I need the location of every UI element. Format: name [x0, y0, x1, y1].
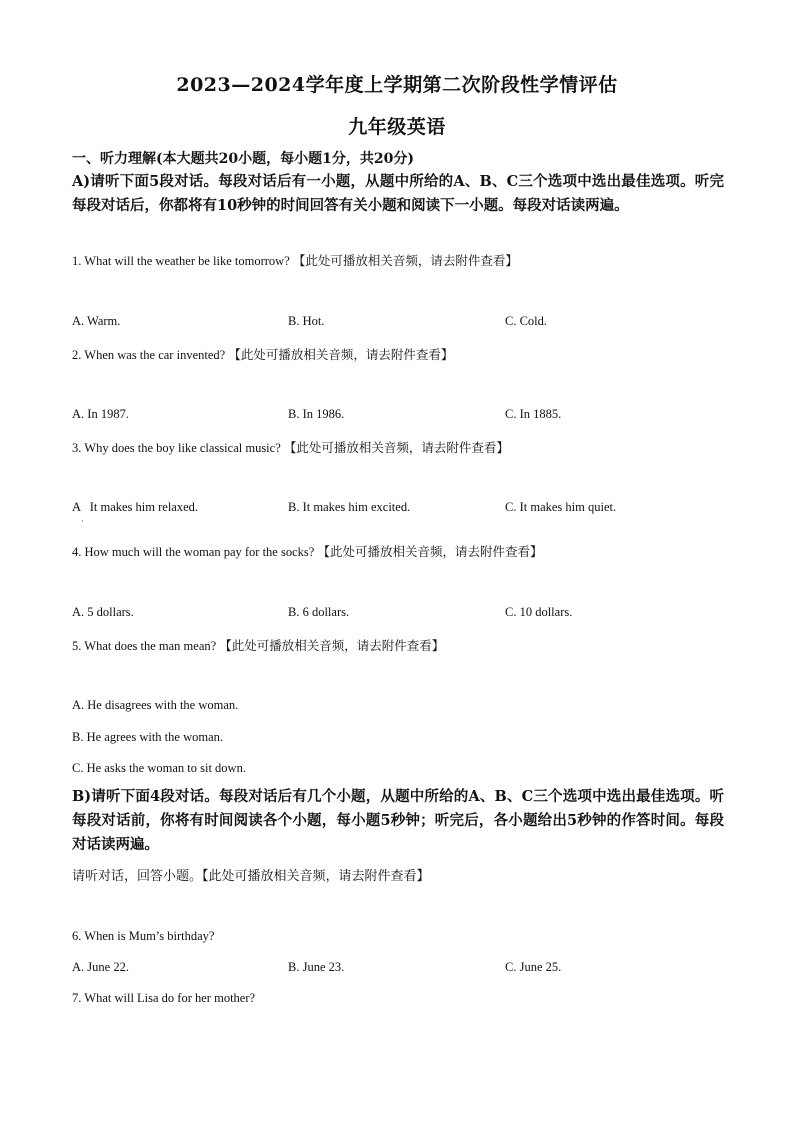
question-stem: 6. When is Mum’s birthday? [72, 929, 215, 943]
option-b[interactable]: B. June 23. [288, 960, 345, 974]
question-2 [72, 345, 453, 363]
section-b-instructions: B)请听下面4段对话。每段对话后有几个小题，从题中所给的A、B、C三个选项中选出最佳选项。听每段对话前，你将有时间阅读各个小题，每小题5秒钟；听完后，各小题给出5秒钟的作答时间。每段对话读两遍。 [72, 788, 724, 853]
option-c[interactable]: C. Cold. [505, 314, 548, 328]
option-c[interactable]: C. It makes him quiet. [505, 500, 617, 514]
option-b[interactable]: B. In 1986. [288, 407, 345, 421]
section-heading: 一、听力理解(本大题共20小题，每小题1分，共20分) [72, 151, 414, 167]
question-stem: 4. How much will the woman pay for the socks? [72, 545, 315, 559]
option-b[interactable]: B. 6 dollars. [288, 605, 350, 619]
exam-title: 2023—2024学年度上学期第二次阶段性学情评估 [176, 74, 618, 96]
exam-subtitle: 九年级英语 [348, 116, 446, 138]
question-5 [72, 636, 444, 654]
option-c[interactable]: C. In 1885. [505, 407, 562, 421]
question-stem: 2. When was the car invented? [72, 348, 226, 362]
question-7 [72, 991, 255, 1006]
option-b[interactable]: B. Hot. [288, 314, 325, 328]
option-c[interactable]: C. He asks the woman to sit down. [72, 761, 246, 775]
option-c[interactable]: C. 10 dollars. [505, 605, 573, 619]
option-a[interactable]: A It makes him relaxed. [72, 500, 199, 514]
stray-dot: · [81, 517, 84, 526]
audio-link[interactable]: 【此处可播放相关音频，请去附件查看】 [228, 347, 454, 362]
option-a[interactable]: A. Warm. [72, 314, 121, 328]
section-a-instructions: A)请听下面5段对话。每段对话后有一小题，从题中所给的A、B、C三个选项中选出最佳选项。听完每段对话后，你都将有10秒钟的时间回答有关小题和阅读下一小题。每段对话读两遍。 [72, 173, 724, 214]
audio-link[interactable]: 【此处可播放相关音频，请去附件查看】 [283, 440, 509, 455]
question-stem: 3. Why does the boy like classical music? [72, 441, 281, 455]
audio-link[interactable]: 【此处可播放相关音频，请去附件查看】 [219, 638, 445, 653]
question-stem: 5. What does the man mean? [72, 639, 217, 653]
question-6 [72, 929, 214, 944]
option-a[interactable]: A. June 22. [72, 960, 129, 974]
option-a[interactable]: A. 5 dollars. [72, 605, 134, 619]
option-b[interactable]: B. It makes him excited. [288, 500, 411, 514]
option-a[interactable]: A. He disagrees with the woman. [72, 698, 239, 712]
question-stem: 7. What will Lisa do for her mother? [72, 991, 256, 1005]
question-stem: 1. What will the weather be like tomorrow? [72, 254, 290, 268]
option-c[interactable]: C. June 25. [505, 960, 562, 974]
section-b-prompt: 请听对话，回答小题。【此处可播放相关音频，请去附件查看】 [72, 869, 430, 884]
option-a[interactable]: A. In 1987. [72, 407, 129, 421]
question-3 [72, 438, 509, 456]
audio-link[interactable]: 【此处可播放相关音频，请去附件查看】 [317, 544, 543, 559]
option-b[interactable]: B. He agrees with the woman. [72, 730, 224, 744]
question-1 [72, 251, 518, 269]
audio-link[interactable]: 【此处可播放相关音频，请去附件查看】 [292, 253, 518, 268]
question-4 [72, 542, 542, 560]
